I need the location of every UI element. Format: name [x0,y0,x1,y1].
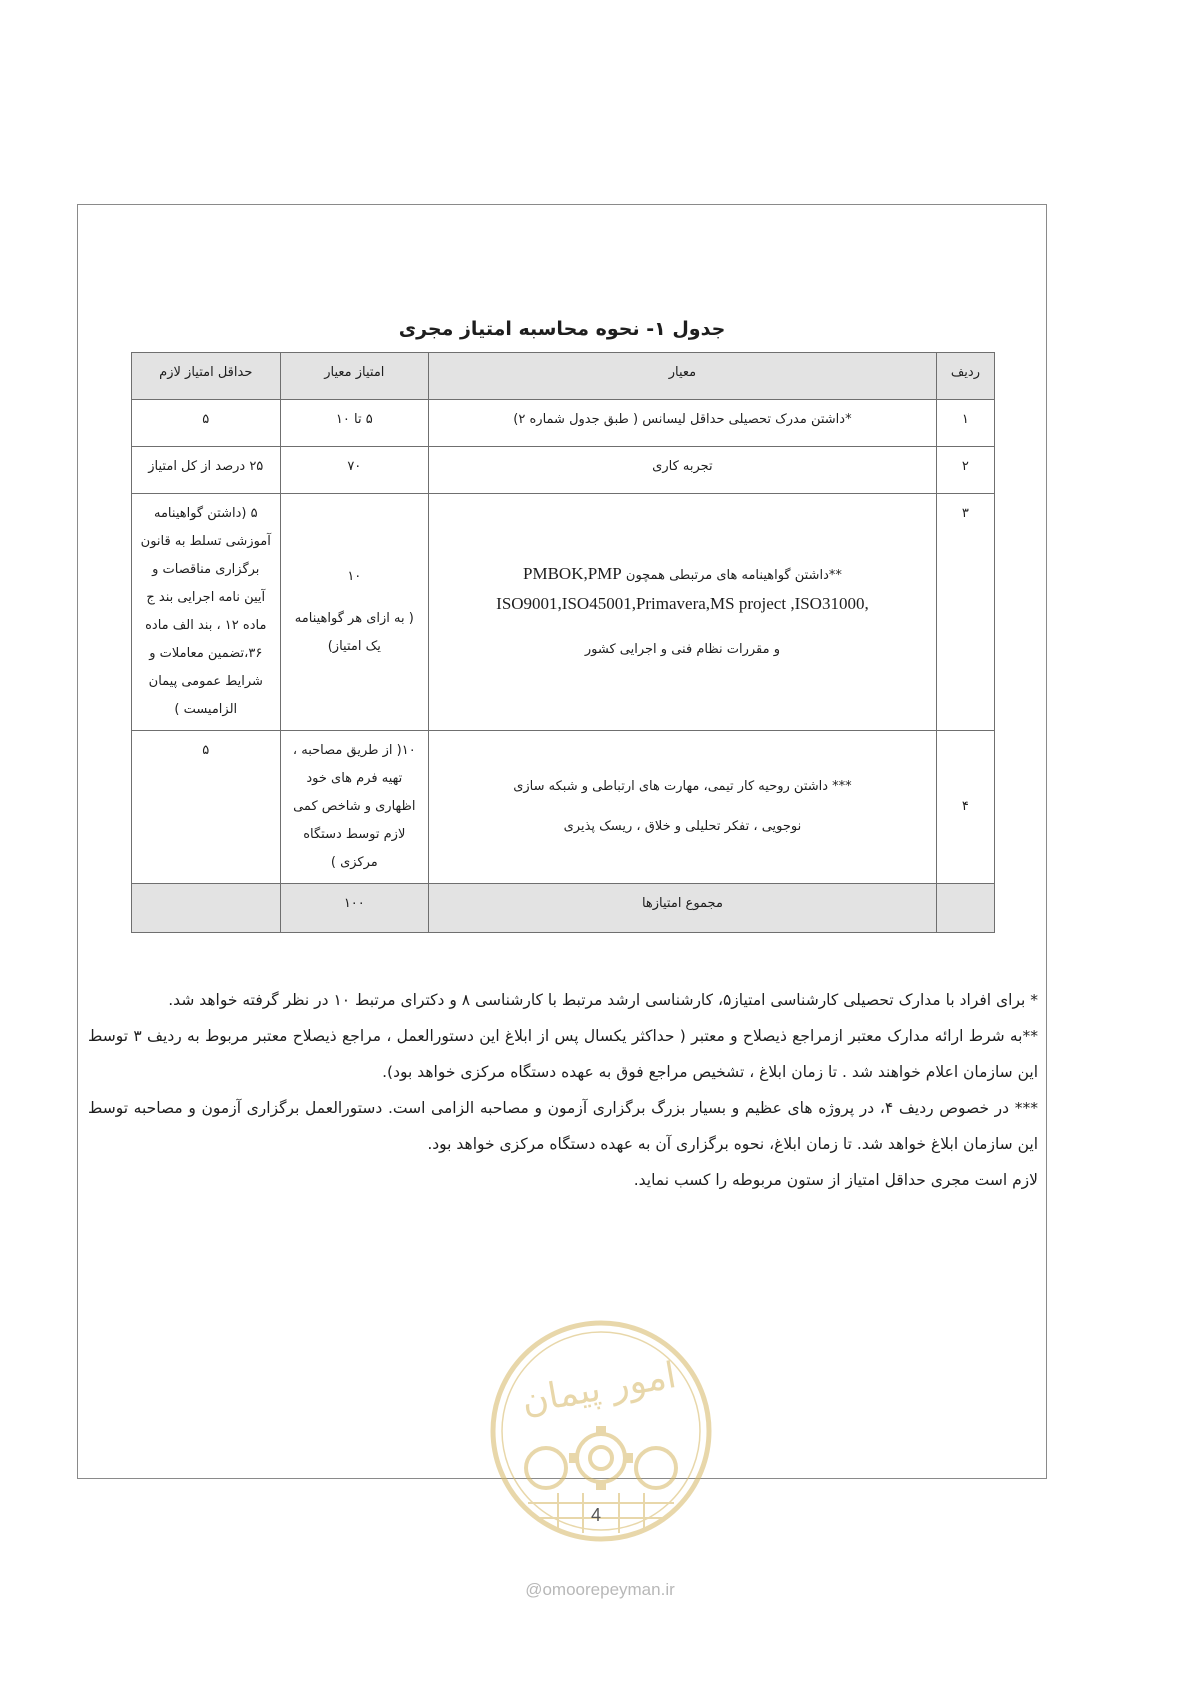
table-header-row [132,353,995,400]
header-row-number: ردیف [936,353,994,400]
table-title: جدول ۱- نحوه محاسبه امتیاز مجری [398,318,726,340]
total-row [132,884,995,933]
criterion-latin-2: ISO9001,ISO45001,Primavera,MS project ,ISO31000, [496,594,869,613]
row-score: ۷۰ [280,447,429,494]
svg-text:امور پیمان: امور پیمان [518,1354,680,1423]
row-criterion: *داشتن مدرک تحصیلی حداقل لیسانس ( طبق جدول شماره ۲) [429,400,937,447]
row-number: ۳ [936,494,994,731]
header-criterion: معیار [429,353,937,400]
criterion-text: **داشتن گواهینامه های مرتبطی همچون [625,568,842,583]
table-row [132,731,995,884]
total-empty-cell [936,884,994,933]
footnote-3: *** در خصوص ردیف ۴، در پروژه های عظیم و بسیار بزرگ برگزاری آزمون و مصاحبه الزامی است. دستورالعمل برگزاری آزمون و مصاحبه توسط این سازمان ابلاغ خواهد شد. تا زمان ابلاغ، نحوه برگزاری آن به عهده دستگاه مرکزی خواهد بود. [88,1099,1038,1153]
criterion-line-2: نوجویی ، تفکر تحلیلی و خلاق ، ریسک پذیری [563,819,802,834]
header-min-score: حداقل امتیاز لازم [132,353,281,400]
page-number: 4 [590,1505,601,1525]
footnote-2: **به شرط ارائه مدارک معتبر ازمراجع ذیصلاح و معتبر ( حداکثر یکسال پس از ابلاغ این دستورالعمل ، مراجع ذیصلاح معتبر مربوط به ردیف ۳ توسط این سازمان اعلام خواهند شد . تا زمان ابلاغ ، تشخیص مراجع فوق به عهده دستگاه مرکزی خواهد بود). [88,1027,1038,1081]
row-min-score: ۵ (داشتن گواهینامه آموزشی تسلط به قانون برگزاری مناقصات و آیین نامه اجرایی بند ج ماده ۱۲ ، بند الف ماده ۳۶،تضمین معاملات و شرایط عمومی پیمان الزامیست ) [132,494,281,731]
row-criterion [429,731,937,884]
row-min-score: ۲۵ درصد از کل امتیاز [132,447,281,494]
table-row [132,494,995,731]
row-criterion [429,494,937,731]
criterion-line-3: و مقررات نظام فنی و اجرایی کشور [584,642,780,657]
row-min-score: ۵ [132,731,281,884]
total-label: مجموع امتیازها [429,884,937,933]
website-label: @omoorepeyman.ir [525,1580,675,1599]
criterion-latin-1: PMBOK,PMP [523,564,622,583]
header-score: امتیاز معیار [280,353,429,400]
criterion-line-1 [437,560,928,590]
criterion-line-1: *** داشتن روحیه کار تیمی، مهارت های ارتباطی و شبکه سازی [513,779,852,794]
score-line-2: ( به ازای هر گواهینامه یک امتیاز) [294,611,414,654]
row-score [280,494,429,731]
footnote-4: لازم است مجری حداقل امتیاز از ستون مربوطه را کسب نماید. [633,1171,1038,1189]
score-table [131,352,995,933]
total-empty-cell [132,884,281,933]
table-row [132,447,995,494]
footnote-1: * برای افراد با مدارک تحصیلی کارشناسی امتیاز۵، کارشناسی ارشد مرتبط با کارشناسی ۸ و دکترای مرتبط ۱۰ در نظر گرفته خواهد شد. [168,991,1038,1009]
row-score: ۵ تا ۱۰ [280,400,429,447]
row-number: ۴ [936,731,994,884]
total-score: ۱۰۰ [280,884,429,933]
row-number: ۲ [936,447,994,494]
row-criterion: تجربه کاری [429,447,937,494]
row-number: ۱ [936,400,994,447]
footnotes [88,982,1038,1198]
table-row [132,400,995,447]
row-score: ۱۰( از طریق مصاحبه ، تهیه فرم های خود اظهاری و شاخص کمی لازم توسط دستگاه مرکزی ) [280,731,429,884]
score-line-1: ۱۰ [347,569,362,584]
row-min-score: ۵ [132,400,281,447]
